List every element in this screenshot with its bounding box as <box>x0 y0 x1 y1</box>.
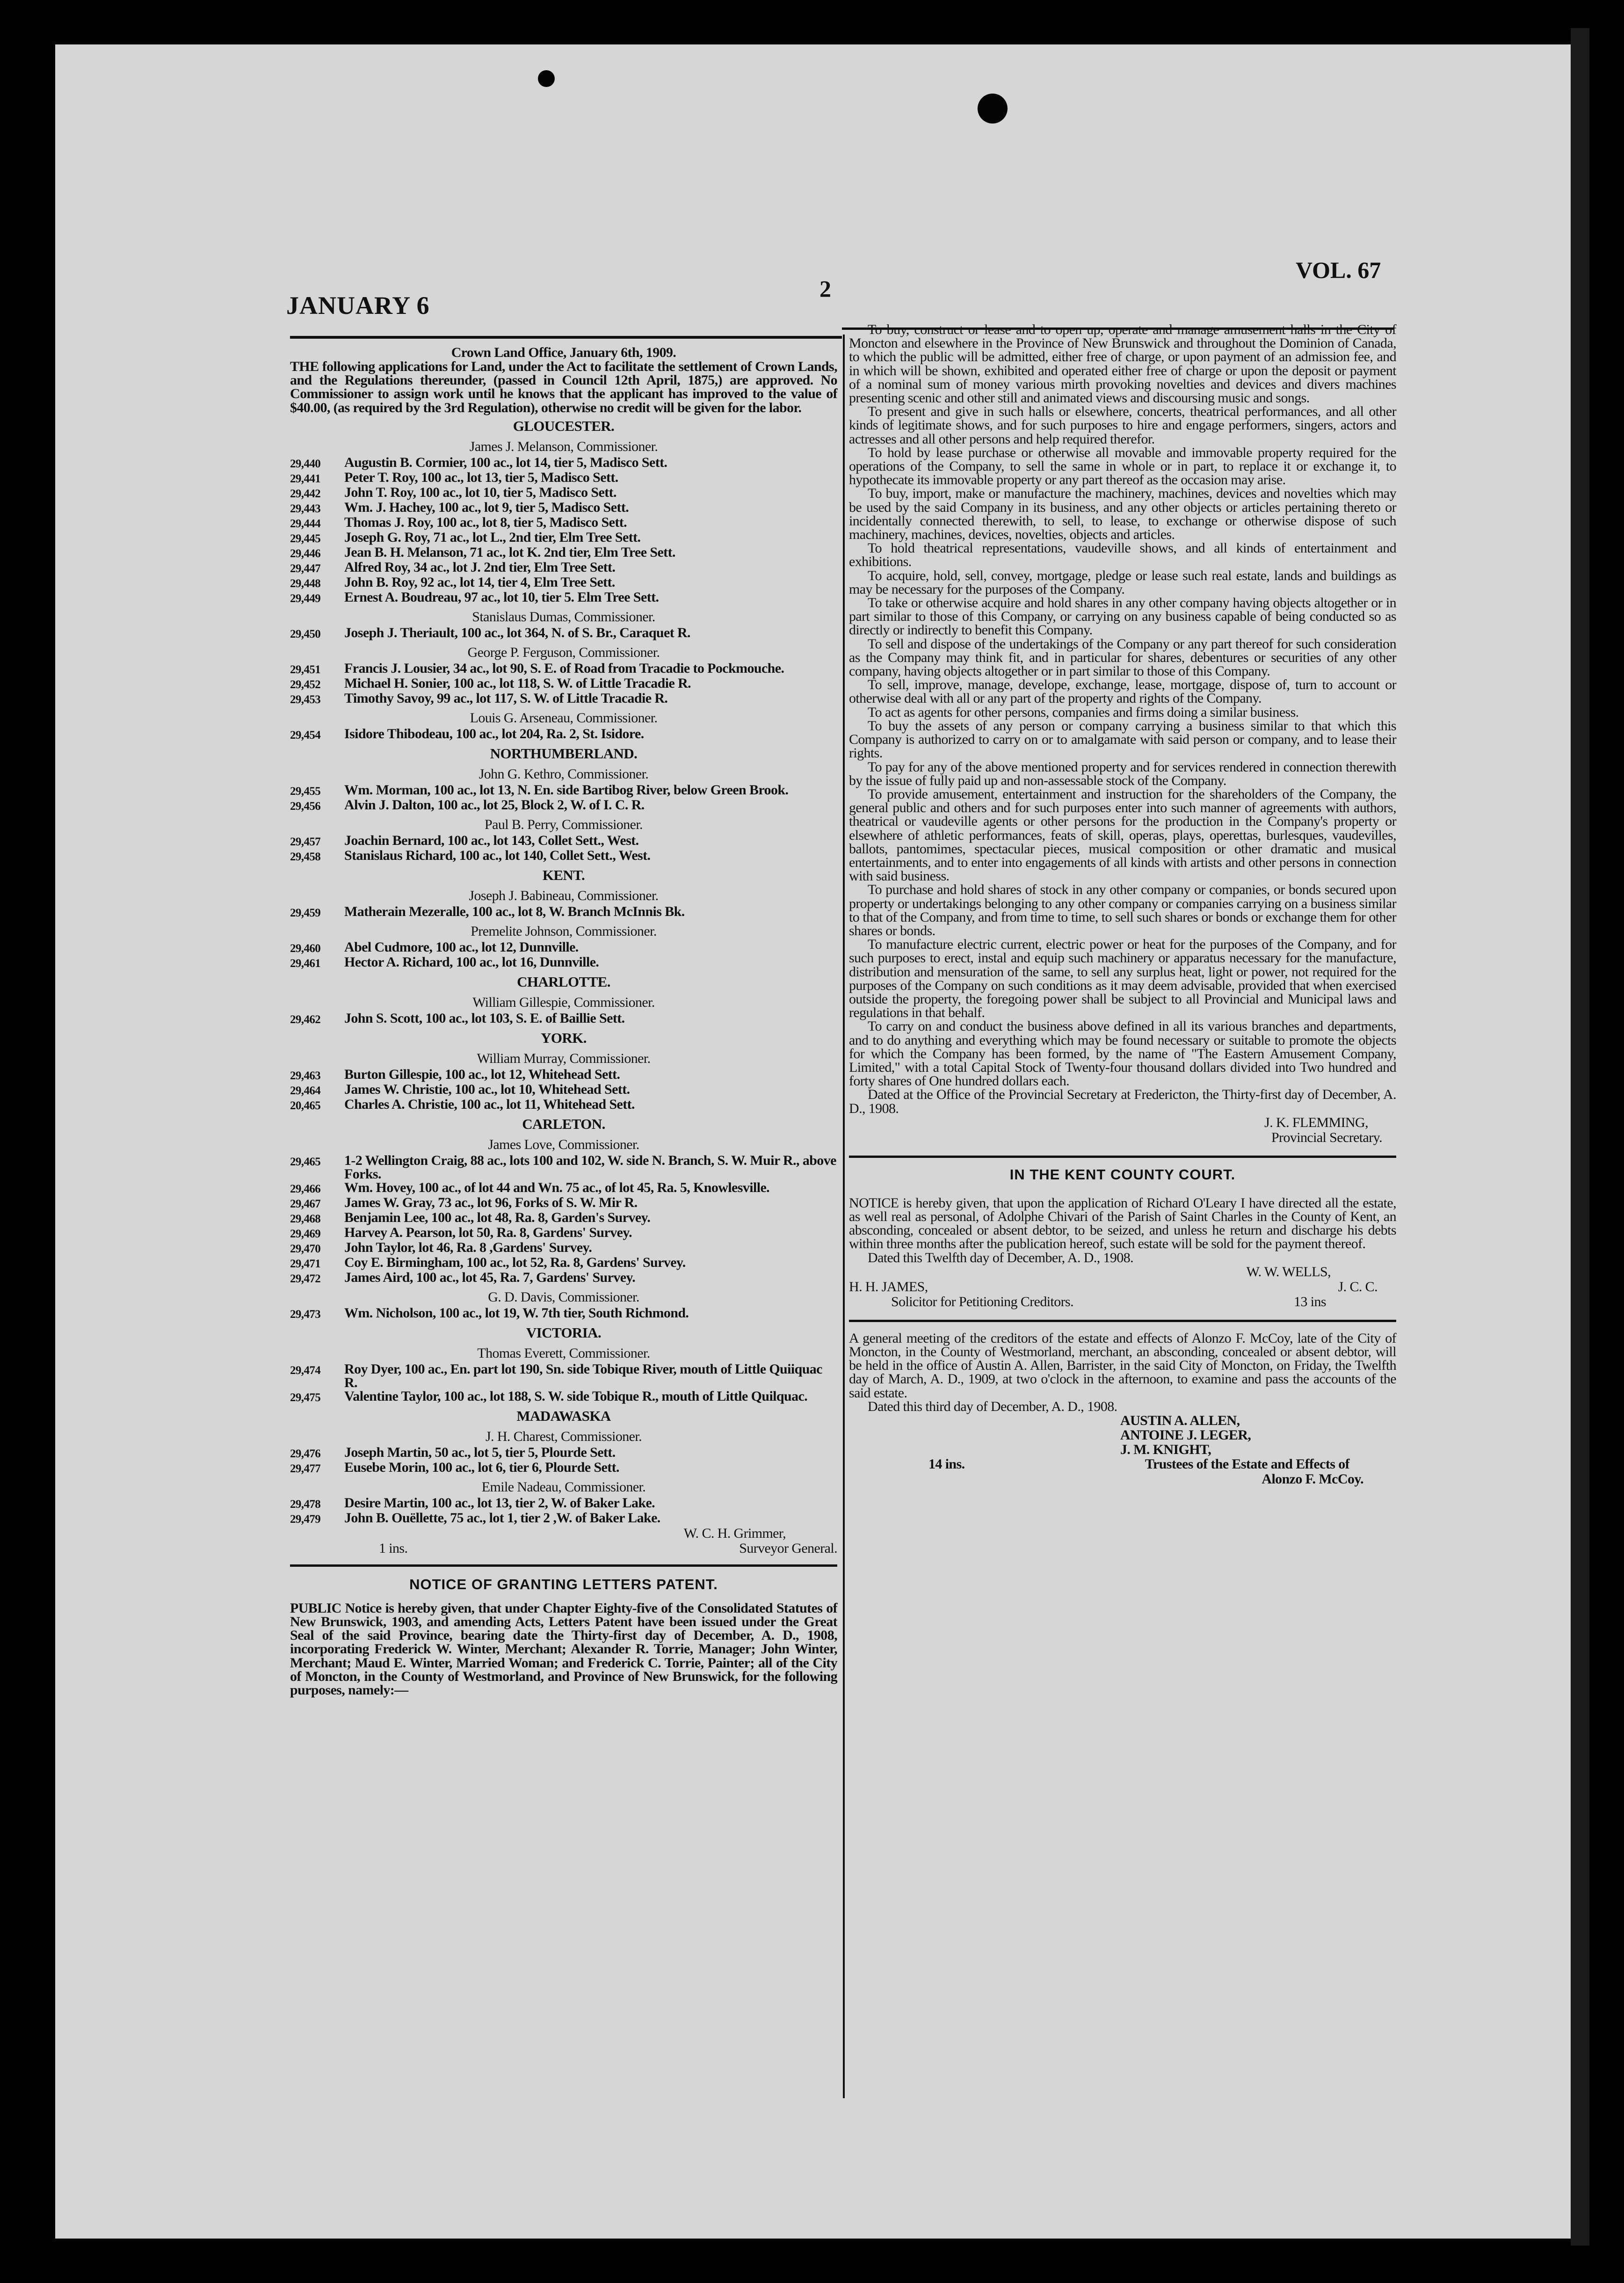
application-text: Stanislaus Richard, 100 ac., lot 140, Collet Sett., West. <box>344 847 651 863</box>
solicitor-title: Solicitor for Petitioning Creditors. <box>891 1294 1074 1309</box>
company-purpose-paragraph: To purchase and hold shares of stock in any other company or companies, or bonds secured upon property or undertakings belonging to any other company or companies carrying on a business similar to that of the Company, and from time to time, to sell such shares or bonds or exchange them for other shares or bonds. <box>849 882 1396 938</box>
land-application-entry <box>290 1011 837 1026</box>
land-application-entry <box>290 456 837 471</box>
kent-court-dated: Dated this Twelfth day of December, A. D., 1908. <box>868 1250 1134 1265</box>
commissioner-name: John G. Kethro, Commissioner. <box>478 766 649 782</box>
crown-land-groups <box>290 417 837 1526</box>
application-text: Wm. Morman, 100 ac., lot 13, N. En. side Bartibog River, below Green Brook. <box>344 782 789 798</box>
section-rule <box>849 1320 1396 1322</box>
application-number: 29,478 <box>290 1498 321 1511</box>
commissioner-name: J. H. Charest, Commissioner. <box>485 1428 642 1444</box>
application-number: 29,469 <box>290 1227 321 1240</box>
company-purpose-paragraph: To hold theatrical representations, vaudeville shows, and all kinds of entertainment and exhibitions. <box>849 540 1396 570</box>
commissioner-name: Stanislaus Dumas, Commissioner. <box>472 609 655 625</box>
land-application-entry <box>290 1226 837 1241</box>
county-heading: CHARLOTTE. <box>517 973 610 990</box>
company-purpose-paragraph: To sell, improve, manage, develope, exchange, lease, mortgage, dispose of, turn to account or otherwise deal with all or any part of the property and rights of the Company. <box>849 677 1396 706</box>
application-number: 29,465 <box>290 1155 321 1168</box>
land-application-entry <box>290 1461 837 1476</box>
application-text: Joseph J. Theriault, 100 ac., lot 364, N. of S. Br., Caraquet R. <box>344 625 690 640</box>
application-number: 29,443 <box>290 502 321 515</box>
commissioner-name: George P. Ferguson, Commissioner. <box>467 644 660 660</box>
crown-land-insertions: 1 ins. <box>379 1540 408 1556</box>
section-rule <box>290 1564 837 1567</box>
commissioner-name: William Gillespie, Commissioner. <box>472 994 655 1010</box>
land-application-entry <box>290 1098 837 1112</box>
application-number: 29,477 <box>290 1462 321 1475</box>
land-application-entry <box>290 834 837 849</box>
application-text: Alvin J. Dalton, 100 ac., lot 25, Block 2, W. of I. C. R. <box>344 797 645 813</box>
company-purpose-paragraph: To pay for any of the above mentioned property and for services rendered in connection therewith by the issue of fully paid up and non-assessable stock of the Company. <box>849 759 1396 788</box>
application-text: Ernest A. Boudreau, 97 ac., lot 10, tier 5. Elm Tree Sett. <box>344 589 659 605</box>
trustee-name: J. M. KNIGHT, <box>1120 1442 1211 1458</box>
application-text: Hector A. Richard, 100 ac., lot 16, Dunnville. <box>344 954 599 970</box>
application-text: Joachin Bernard, 100 ac., lot 143, Collet Sett., West. <box>344 832 639 848</box>
crown-land-dateline: Crown Land Office, January 6th, 1909. <box>451 345 676 360</box>
judge-name: W. W. WELLS, <box>1246 1264 1331 1280</box>
company-purpose-paragraph: To buy the assets of any person or company carrying a business similar to that which this Company is authorized to carry on or to amalgamate with said person or company, and to lease their rights. <box>849 718 1396 761</box>
application-text: Augustin B. Cormier, 100 ac., lot 14, tier 5, Madisco Sett. <box>344 454 667 470</box>
county-heading: MADAWASKA <box>516 1407 611 1424</box>
application-text: Jean B. H. Melanson, 71 ac., lot K. 2nd tier, Elm Tree Sett. <box>344 544 675 560</box>
application-number: 29,457 <box>290 835 321 848</box>
county-heading: KENT. <box>542 866 585 883</box>
land-application-entry <box>290 1389 837 1404</box>
commissioner-name: James Love, Commissioner. <box>488 1136 639 1152</box>
land-application-entry <box>290 575 837 590</box>
application-number: 29,449 <box>290 592 321 605</box>
application-text: Michael H. Sonier, 100 ac., lot 118, S. W. of Little Tracadie R. <box>344 675 691 691</box>
land-application-entry <box>290 1511 837 1526</box>
creditors-meeting-dated: Dated this third day of December, A. D., 1908. <box>868 1398 1117 1414</box>
land-application-entry <box>290 486 837 501</box>
county-heading: VICTORIA. <box>526 1324 602 1341</box>
flemming-title: Provincial Secretary. <box>1271 1129 1382 1145</box>
land-application-entry <box>290 516 837 531</box>
land-application-entry <box>290 676 837 691</box>
application-number: 29,459 <box>290 906 321 919</box>
kent-court-title: IN THE KENT COUNTY COURT. <box>1009 1166 1236 1183</box>
application-text: Coy E. Birmingham, 100 ac., lot 52, Ra. 8, Gardens' Survey. <box>344 1254 686 1270</box>
county-heading: CARLETON. <box>522 1115 605 1132</box>
land-application-entry <box>290 501 837 516</box>
county-heading: NORTHUMBERLAND. <box>490 745 638 762</box>
land-application-entry <box>290 1241 837 1256</box>
commissioner-name: Joseph J. Babineau, Commissioner. <box>469 887 659 903</box>
application-number: 29,460 <box>290 942 321 955</box>
land-application-entry <box>290 626 837 641</box>
application-text: John T. Roy, 100 ac., lot 10, tier 5, Madisco Sett. <box>344 484 616 500</box>
land-application-entry <box>290 1083 837 1098</box>
application-number: 29,472 <box>290 1272 321 1285</box>
application-text: Wm. Hovey, 100 ac., of lot 44 and Wn. 75 ac., of lot 45, Ra. 5, Knowlesville. <box>344 1179 770 1195</box>
application-text: James Aird, 100 ac., lot 45, Ra. 7, Gardens' Survey. <box>344 1269 636 1285</box>
application-text: Desire Martin, 100 ac., lot 13, tier 2, W. of Baker Lake. <box>344 1495 655 1511</box>
letters-patent-purposes <box>849 323 1396 1115</box>
application-number: 29,467 <box>290 1197 321 1210</box>
application-text: Matherain Mezeralle, 100 ac., lot 8, W. Branch McInnis Bk. <box>344 903 685 919</box>
application-text: John B. Ouëllette, 75 ac., lot 1, tier 2 ,W. of Baker Lake. <box>344 1510 660 1526</box>
flemming-signature: J. K. FLEMMING, <box>1264 1114 1368 1130</box>
application-number: 29,446 <box>290 547 321 560</box>
application-number: 29,451 <box>290 663 321 676</box>
application-number: 29,470 <box>290 1242 321 1255</box>
application-text: Charles A. Christie, 100 ac., lot 11, Whitehead Sett. <box>344 1096 635 1112</box>
application-text: Peter T. Roy, 100 ac., lot 13, tier 5, Madisco Sett. <box>344 469 618 485</box>
land-application-entry <box>290 590 837 605</box>
land-application-entry <box>290 560 837 575</box>
land-application-entry <box>290 1362 837 1389</box>
company-purpose-paragraph: To hold by lease purchase or otherwise all movable and immovable property required for the operations of the Company, to sell the same in whole or in part, to replace it or exchange it, to hypothecate its immovable property or any part thereof as the occasion may arise. <box>849 444 1396 488</box>
land-application-entry <box>290 1196 837 1211</box>
application-text: Joseph G. Roy, 71 ac., lot L., 2nd tier, Elm Tree Sett. <box>344 529 641 545</box>
crown-land-intro: THE following applications for Land, under the Act to facilitate the settlement of Crown Lands, and the Regulations thereunder, (passed in Council 12th April, 1875,) are approved. No Commissioner to assign work until he knows that the applicant has improved to the value of $40.00, (as required by the 3rd Regulation), otherwise no credit will be given for the labor. <box>290 359 837 415</box>
application-text: James W. Christie, 100 ac., lot 10, Whitehead Sett. <box>344 1081 630 1097</box>
application-number: 29,479 <box>290 1512 321 1526</box>
trustee-name: AUSTIN A. ALLEN, <box>1120 1413 1240 1429</box>
application-number: 29,461 <box>290 957 321 970</box>
application-text: Eusebe Morin, 100 ac., lot 6, tier 6, Plourde Sett. <box>344 1459 619 1475</box>
issue-date: JANUARY 6 <box>286 291 430 320</box>
land-application-entry <box>290 783 837 798</box>
land-application-entry <box>290 1271 837 1286</box>
kent-court-body: NOTICE is hereby given, that upon the application of Richard O'Leary I have directed all the estate, as well real as personal, of Adolphe Chivari of the Parish of Saint Charles in the County of Kent, an absconding, concealed or absent debtor, to be seized, and unless he return and discharge his debts within three months after the publication hereof, such estate will be sold for the payment thereof. <box>849 1195 1396 1252</box>
application-text: Burton Gillespie, 100 ac., lot 12, Whitehead Sett. <box>344 1066 620 1082</box>
company-purpose-paragraph: To acquire, hold, sell, convey, mortgage, pledge or lease such real estate, lands and buildings as may be necessary for the purposes of the Company. <box>849 567 1396 597</box>
application-number: 29,441 <box>290 472 321 485</box>
application-text: Wm. J. Hachey, 100 ac., lot 9, tier 5, Madisco Sett. <box>344 499 629 515</box>
land-application-entry <box>290 955 837 970</box>
application-number: 29,444 <box>290 517 321 530</box>
land-application-entry <box>290 940 837 955</box>
application-text: Alfred Roy, 34 ac., lot J. 2nd tier, Elm Tree Sett. <box>344 559 616 575</box>
company-purpose-paragraph: To carry on and conduct the business above defined in all its various branches and departments, and to do anything and everything which may be found necessary or suitable to promote the objects for which the Company has been formed, by the name of "The Eastern Amusement Company, Limited," with a total Capital Stock of Twenty-four thousand dollars divided into Two hundred and forty shares of One hundred dollars each. <box>849 1018 1396 1089</box>
application-number: 29,440 <box>290 457 321 470</box>
application-number: 29,463 <box>290 1069 321 1082</box>
letters-patent-title: NOTICE OF GRANTING LETTERS PATENT. <box>409 1576 718 1592</box>
application-number: 29,475 <box>290 1391 321 1404</box>
application-number: 29,476 <box>290 1447 321 1460</box>
application-number: 29,450 <box>290 627 321 640</box>
application-number: 29,462 <box>290 1013 321 1026</box>
judge-title: J. C. C. <box>1338 1279 1378 1294</box>
commissioner-name: William Murray, Commissioner. <box>477 1050 651 1066</box>
application-number: 29,452 <box>290 678 321 691</box>
application-number: 29,456 <box>290 800 321 813</box>
application-text: Thomas J. Roy, 100 ac., lot 8, tier 5, Madisco Sett. <box>344 514 627 530</box>
application-number: 29,466 <box>290 1182 321 1195</box>
county-heading: YORK. <box>541 1029 587 1046</box>
application-number: 29,447 <box>290 562 321 575</box>
company-purpose-paragraph: To buy, import, make or manufacture the machinery, machines, devices and novelties which may be used by the said Company in its business, and any other objects or articles pertaining thereto or incidentally connected therewith, to sell, to lease, to exchange or otherwise dispose of such machinery, machines, devices, novelties, objects and articles. <box>849 486 1396 543</box>
creditors-insertions: 14 ins. <box>928 1456 965 1472</box>
land-application-entry <box>290 545 837 560</box>
letters-patent-body: PUBLIC Notice is hereby given, that under Chapter Eighty-five of the Consolidated Statutes of New Brunswick, 1903, and amending Acts, Letters Patent have been issued under the Great Seal of the said Province, bearing date the Thirty-first day of December, A. D., 1908, incorporating Frederick W. Winter, Merchant; Alexander R. Torrie, Manager; John Winter, Merchant; Maud E. Winter, Married Woman; and Frederick C. Torrie, Painter; all of the City of Moncton, in the County of Westmorland, and Province of New Brunswick, for the following purposes, namely:— <box>290 1600 837 1698</box>
land-application-entry <box>290 471 837 486</box>
land-application-entry <box>290 662 837 676</box>
trustees-title: Trustees of the Estate and Effects of <box>1145 1456 1349 1472</box>
application-text: Isidore Thibodeau, 100 ac., lot 204, Ra. 2, St. Isidore. <box>344 726 644 742</box>
commissioner-name: Louis G. Arseneau, Commissioner. <box>470 710 658 726</box>
commissioner-name: Emile Nadeau, Commissioner. <box>481 1479 646 1495</box>
kent-court-insertions: 13 ins <box>1294 1294 1326 1309</box>
company-purpose-paragraph: To provide amusement, entertainment and instruction for the shareholders of the Company, the general public and others and for such purposes enter into such manner of agreements with authors, theatrical or vaudeville agents or other persons for the production in the Company's property or elsewhere of athletic performances, feats of skill, operas, plays, operettas, burlesques, vaudevilles, ballots, pantomimes, spectacular pieces, musical composition or other dramatic and musical entertainments, and to enter into engagements of all kinds with artists and other persons in connection with said business. <box>849 786 1396 884</box>
application-text: Timothy Savoy, 99 ac., lot 117, S. W. of Little Tracadie R. <box>344 690 668 706</box>
land-application-entry <box>290 1446 837 1461</box>
application-text: Valentine Taylor, 100 ac., lot 188, S. W. side Tobique R., mouth of Little Quilquac. <box>344 1388 808 1404</box>
application-number: 29,454 <box>290 728 321 742</box>
application-number: 29,468 <box>290 1212 321 1225</box>
application-text: Abel Cudmore, 100 ac., lot 12, Dunnville. <box>344 939 579 955</box>
application-text: James W. Gray, 73 ac., lot 96, Forks of S. W. Mir R. <box>344 1194 638 1210</box>
company-purpose-paragraph: To manufacture electric current, electric power or heat for the purposes of the Company, and for such purposes to erect, instal and equip such machinery or apparatus necessary for the manufacture, distribution and mensuration of the same, to sell any surplus heat, light or power, not required for the purposes of the Company on such conditions as it may deem advisable, provided that when exercised outside the property, the foregoing power shall be subject to all Provincial and Municipal laws and regulations in that behalf. <box>849 937 1396 1021</box>
section-rule <box>849 1156 1396 1158</box>
application-number: 29,464 <box>290 1084 321 1097</box>
company-purpose-paragraph: To act as agents for other persons, companies and firms doing a similar business. <box>868 704 1299 720</box>
crown-land-column <box>290 345 837 1697</box>
application-text: Wm. Nicholson, 100 ac., lot 19, W. 7th tier, South Richmond. <box>344 1305 689 1321</box>
grimmer-signature: W. C. H. Grimmer, <box>683 1525 786 1541</box>
application-text: Francis J. Lousier, 34 ac., lot 90, S. E. of Road from Tracadie to Pockmouche. <box>344 660 784 676</box>
land-application-entry <box>290 1256 837 1271</box>
application-text: Roy Dyer, 100 ac., En. part lot 190, Sn. side Tobique River, mouth of Little Quiiquac R. <box>344 1361 822 1390</box>
land-application-entry <box>290 1496 837 1511</box>
commissioner-name: James J. Melanson, Commissioner. <box>469 438 658 454</box>
application-text: 1-2 Wellington Craig, 88 ac., lots 100 and 102, W. side N. Branch, S. W. Muir R., above Forks. <box>344 1152 836 1182</box>
county-heading: GLOUCESTER. <box>513 417 615 434</box>
land-application-entry <box>290 1306 837 1321</box>
application-text: Benjamin Lee, 100 ac., lot 48, Ra. 8, Garden's Survey. <box>344 1209 651 1225</box>
company-purpose-paragraph: To sell and dispose of the undertakings of the Company or any part thereof for such consideration as the Company may think fit, and in particular for shares, debentures or securities of any other company, having objects altogether or in part similar to those of this Company. <box>849 636 1396 679</box>
application-number: 20,465 <box>290 1099 321 1112</box>
application-number: 29,458 <box>290 850 321 863</box>
commissioner-name: G. D. Davis, Commissioner. <box>488 1289 639 1305</box>
header-rule <box>290 336 842 339</box>
land-application-entry <box>290 691 837 706</box>
page-edge-shadow <box>1571 28 1589 2246</box>
land-application-entry <box>290 1181 837 1196</box>
binding-hole <box>538 70 555 87</box>
company-purpose-paragraph: To buy, construct or lease and to open up, operate and manage amusement halls in the City of Moncton and elsewhere in the Province of New Brunswick and throughout the Dominion of Canada, to which the public will be admitted, either free of charge, or upon payment of an admission fee, and in which will be shown, exhibited and operated either free of charge or upon the deposit or payment of a nominal sum of money various mirth provoking novelties and devices and divers machines presenting scenic and other still and animated views and discoursing music and songs. <box>849 322 1396 406</box>
company-purpose-paragraph: To present and give in such halls or elsewhere, concerts, theatrical performances, and all other kinds of legitimate shows, and for such purposes to hire and engage performers, singers, actors and actresses and all other persons and help required therefor. <box>849 404 1396 447</box>
application-number: 29,448 <box>290 577 321 590</box>
land-application-entry <box>290 1068 837 1083</box>
commissioner-name: Premelite Johnson, Commissioner. <box>471 923 657 939</box>
application-text: John Taylor, lot 46, Ra. 8 ,Gardens' Survey. <box>344 1239 592 1255</box>
volume-label: VOL. 67 <box>1296 257 1381 283</box>
land-application-entry <box>290 531 837 545</box>
application-text: John S. Scott, 100 ac., lot 103, S. E. of Baillie Sett. <box>344 1010 625 1026</box>
application-text: John B. Roy, 92 ac., lot 14, tier 4, Elm Tree Sett. <box>344 574 615 590</box>
application-text: Harvey A. Pearson, lot 50, Ra. 8, Gardens' Survey. <box>344 1224 632 1240</box>
company-purpose-paragraph: To take or otherwise acquire and hold shares in any other company having objects altogether or in part similar to those of this Company, or carrying on any business capable of being conducted so as directly or indirectly to benefit this Company. <box>849 595 1396 638</box>
application-number: 29,471 <box>290 1257 321 1270</box>
creditors-meeting-body: A general meeting of the creditors of the estate and effects of Alonzo F. McCoy, late of the City of Moncton, in the County of Westmorland, merchant, an absconding, concealed or absent debtor, will be held in the office of Austin A. Allen, Barrister, in the said City of Moncton, on Friday, the Twelfth day of March, A. D., 1909, at two o'clock in the afternoon, to examine and pass the accounts of the said estate. <box>849 1330 1396 1401</box>
grimmer-title: Surveyor General. <box>739 1540 837 1556</box>
commissioner-name: Thomas Everett, Commissioner. <box>477 1345 650 1361</box>
land-application-entry <box>290 727 837 742</box>
land-application-entry <box>290 849 837 864</box>
application-number: 29,445 <box>290 532 321 545</box>
trustee-name: ANTOINE J. LEGER, <box>1120 1427 1251 1443</box>
company-purpose-paragraph: Dated at the Office of the Provincial Secretary at Fredericton, the Thirty-first day of December, A. D., 1908. <box>849 1087 1396 1116</box>
letters-patent-column <box>849 323 1396 1487</box>
land-application-entry <box>290 1211 837 1226</box>
solicitor-name: H. H. JAMES, <box>849 1279 928 1294</box>
application-number: 29,473 <box>290 1308 321 1321</box>
land-application-entry <box>290 905 837 920</box>
application-text: Joseph Martin, 50 ac., lot 5, tier 5, Plourde Sett. <box>344 1444 616 1460</box>
debtor-name: Alonzo F. McCoy. <box>1262 1471 1363 1487</box>
column-divider <box>843 334 845 2098</box>
application-number: 29,453 <box>290 693 321 706</box>
application-number: 29,474 <box>290 1364 321 1377</box>
binding-hole <box>978 94 1008 124</box>
application-number: 29,442 <box>290 487 321 500</box>
trustee-list <box>1120 1413 1396 1457</box>
commissioner-name: Paul B. Perry, Commissioner. <box>485 816 643 832</box>
page-number: 2 <box>819 276 831 302</box>
application-number: 29,455 <box>290 785 321 798</box>
land-application-entry <box>290 798 837 813</box>
land-application-entry <box>290 1154 837 1181</box>
